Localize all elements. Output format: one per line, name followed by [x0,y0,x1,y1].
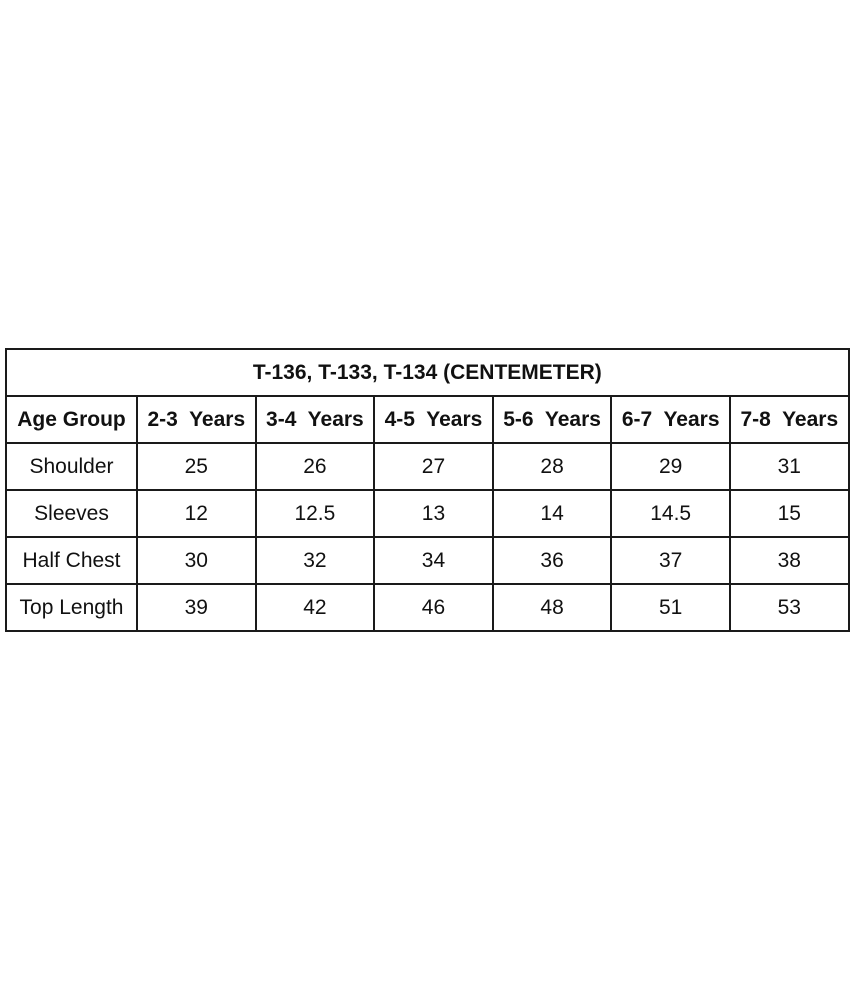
table-cell: 13 [374,490,493,537]
table-cell: 48 [493,584,612,631]
table-cell: 28 [493,443,612,490]
table-cell: 12.5 [256,490,375,537]
table-cell: 32 [256,537,375,584]
size-chart-table [5,348,850,632]
header-col-5: 6-7 Years [611,396,730,443]
header-col-6: 7-8 Years [730,396,849,443]
title-row [6,349,849,396]
table-cell: 15 [730,490,849,537]
table-cell: 39 [137,584,256,631]
header-col-2: 3-4 Years [256,396,375,443]
table-cell: 27 [374,443,493,490]
row-label: Half Chest [6,537,137,584]
table-row [6,443,849,490]
table-cell: 53 [730,584,849,631]
header-row [6,396,849,443]
table-row [6,584,849,631]
table-cell: 42 [256,584,375,631]
table-cell: 31 [730,443,849,490]
table-cell: 26 [256,443,375,490]
header-age-group: Age Group [6,396,137,443]
table-cell: 14 [493,490,612,537]
header-col-4: 5-6 Years [493,396,612,443]
table-cell: 12 [137,490,256,537]
table-cell: 29 [611,443,730,490]
row-label: Sleeves [6,490,137,537]
table-row [6,490,849,537]
table-cell: 46 [374,584,493,631]
table-cell: 37 [611,537,730,584]
table-cell: 34 [374,537,493,584]
row-label: Shoulder [6,443,137,490]
header-col-3: 4-5 Years [374,396,493,443]
table-title: T-136, T-133, T-134 (CENTEMETER) [6,349,849,396]
table-cell: 51 [611,584,730,631]
table-cell: 30 [137,537,256,584]
table-row [6,537,849,584]
table-cell: 25 [137,443,256,490]
table-cell: 14.5 [611,490,730,537]
row-label: Top Length [6,584,137,631]
table-cell: 38 [730,537,849,584]
table-cell: 36 [493,537,612,584]
header-col-1: 2-3 Years [137,396,256,443]
